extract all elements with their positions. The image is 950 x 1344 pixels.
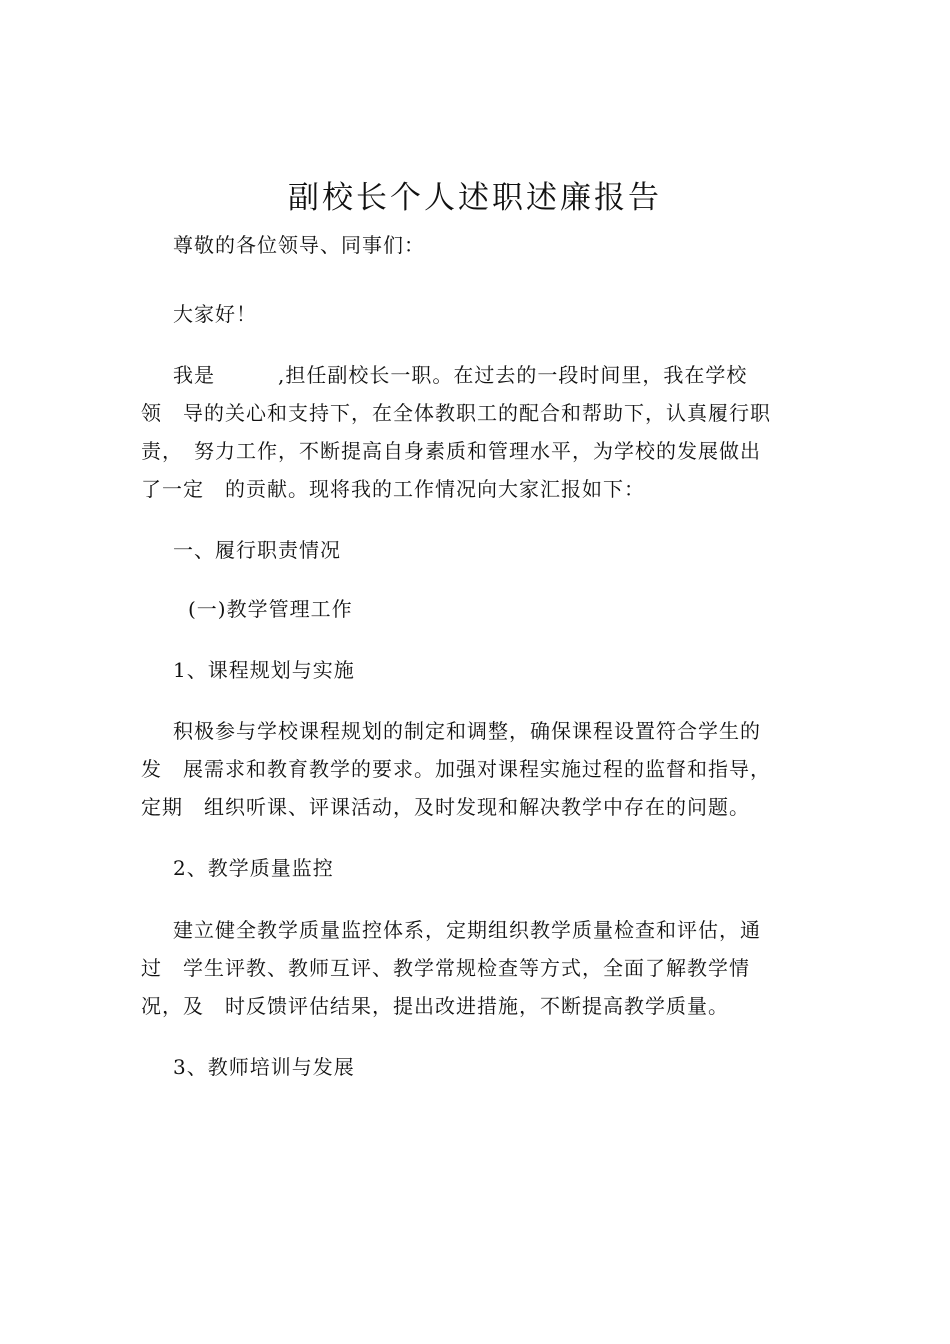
section-heading: 一、履行职责情况 <box>173 538 341 562</box>
intro-paragraph <box>141 356 801 508</box>
paragraph-line: 发 展需求和教育教学的要求。加强对课程实施过程的监督和指导， <box>141 757 771 781</box>
hello-line: 大家好！ <box>173 302 257 326</box>
paragraph-line: 况，及 时反馈评估结果，提出改进措施，不断提高教学质量。 <box>141 994 729 1018</box>
item2-paragraph <box>141 911 801 1025</box>
intro-line: 责， 努力工作，不断提高自身素质和管理水平，为学校的发展做出 <box>141 439 761 463</box>
item-heading: 2、教学质量监控 <box>173 856 334 880</box>
paragraph-line: 建立健全教学质量监控体系，定期组织教学质量检查和评估，通 <box>173 918 761 942</box>
item-heading: 3、教师培训与发展 <box>173 1055 355 1079</box>
intro-line: 我是 ,担任副校长一职。在过去的一段时间里，我在学校 <box>173 363 748 387</box>
subsection-heading: (一)教学管理工作 <box>188 597 353 621</box>
paragraph-line: 定期 组织听课、评课活动，及时发现和解决教学中存在的问题。 <box>141 795 750 819</box>
intro-line: 了一定 的贡献。现将我的工作情况向大家汇报如下： <box>141 477 645 501</box>
paragraph-line: 积极参与学校课程规划的制定和调整，确保课程设置符合学生的 <box>173 719 761 743</box>
intro-line: 领 导的关心和支持下，在全体教职工的配合和帮助下，认真履行职 <box>141 401 771 425</box>
paragraph-line: 过 学生评教、教师互评、教学常规检查等方式，全面了解教学情 <box>141 956 750 980</box>
item-heading: 1、课程规划与实施 <box>173 658 355 682</box>
greeting: 尊敬的各位领导、同事们： <box>173 233 425 257</box>
document-title: 副校长个人述职述廉报告 <box>288 180 662 216</box>
item1-paragraph <box>141 712 801 826</box>
